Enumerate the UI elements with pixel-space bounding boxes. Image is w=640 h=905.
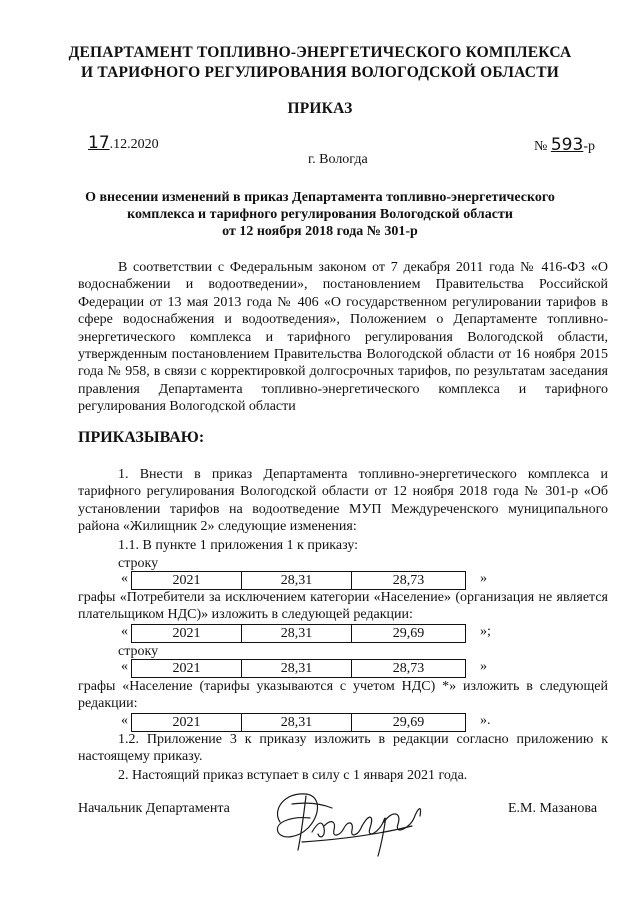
title-line2: комплекса и тарифного регулирования Вологодской области [127, 207, 513, 222]
number-prefix: № [534, 139, 548, 154]
close-quote-period: ». [480, 713, 491, 728]
tariff-row-new-2 [131, 713, 466, 732]
open-quote: « [121, 624, 128, 639]
cell-value-1: 28,31 [242, 625, 352, 643]
cell-year: 2021 [132, 625, 242, 643]
title-line3: от 12 ноября 2018 года № 301-р [222, 224, 418, 239]
open-quote: « [121, 571, 128, 586]
cell-value-2: 28,73 [352, 660, 466, 678]
order-date [88, 135, 159, 153]
stroku-label: строку [118, 556, 159, 571]
order-number [534, 137, 595, 155]
title-line1: О внесении изменений в приказ Департамента топливно-энергетического [85, 190, 555, 205]
item-1-2: 1.2. Приложение 3 к приказу изложить в редакции согласно приложению к настоящему приказу. [78, 732, 608, 765]
signer-name: Е.М. Мазанова [508, 801, 598, 816]
tariff-row-old-1 [131, 571, 466, 590]
close-quote-semicolon: »; [480, 624, 491, 639]
cell-value-1: 28,31 [242, 714, 352, 732]
order-word: ПРИКАЗЫВАЮ: [78, 429, 205, 446]
document-type: ПРИКАЗ [287, 100, 353, 117]
item-1-1: 1.1. В пункте 1 приложения 1 к приказу: [118, 538, 359, 553]
preamble: В соответствии с Федеральным законом от 7 декабря 2011 года № 416-ФЗ «О водоснабжении и водоотведении», постановлением Правительства Российской Федерации от 13 мая 2013 года № 406 «О государственном регулировании тарифов в сфере водоснабжения и водоотведения», Положением о Департаменте топливно-энергетического комплекса и тарифного регулирования Вологодской области, утвержденным постановлением Правительства Вологодской области от 16 ноября 2015 года № 958, в связи с корректировкой долгосрочных тарифов, по результатам заседания правления Департамента топливно-энергетического комплекса и тарифного регулирования Вологодской области [78, 260, 608, 415]
cell-value-2: 29,69 [352, 625, 466, 643]
close-quote: » [480, 571, 487, 586]
cell-value-1: 28,31 [242, 660, 352, 678]
cell-year: 2021 [132, 714, 242, 732]
close-quote: » [480, 659, 487, 674]
cell-year: 2021 [132, 572, 242, 590]
tariff-row-new-1 [131, 624, 466, 643]
signer-title: Начальник Департамента [78, 801, 230, 816]
city: г. Вологда [308, 152, 368, 167]
open-quote: « [121, 713, 128, 728]
number-suffix: -р [583, 139, 595, 154]
text-a: графы «Потребители за исключением категории «Население» (организация не является плательщиком НДС)» изложить в следующей редакции: [78, 590, 608, 623]
handwritten-signature [262, 782, 452, 862]
tariff-row-old-2 [131, 659, 466, 678]
cell-year: 2021 [132, 660, 242, 678]
cell-value-1: 28,31 [242, 572, 352, 590]
open-quote: « [121, 659, 128, 674]
text-c: графы «Население (тарифы указываются с учетом НДС) *» изложить в следующей редакции: [78, 679, 608, 712]
date-rest: .12.2020 [109, 137, 159, 152]
item-1: 1. Внести в приказ Департамента топливно-энергетического комплекса и тарифного регулирования Вологодской области от 12 ноября 2018 года № 301-р «Об установлении тарифов на водоотведение МУП Междуреченского муниципального района «Жилищник 2» следующие изменения: [78, 467, 608, 535]
stroku-label-2: строку [118, 644, 159, 659]
handwritten-number: 593 [550, 135, 584, 155]
handwritten-day: 17 [88, 133, 110, 153]
cell-value-2: 29,69 [352, 714, 466, 732]
item-2: 2. Настоящий приказ вступает в силу с 1 января 2021 года. [118, 768, 468, 783]
cell-value-2: 28,73 [352, 572, 466, 590]
department-name-line1: ДЕПАРТАМЕНТ ТОПЛИВНО-ЭНЕРГЕТИЧЕСКОГО КОМПЛЕКСА [68, 44, 572, 61]
department-name-line2: И ТАРИФНОГО РЕГУЛИРОВАНИЯ ВОЛОГОДСКОЙ ОБЛАСТИ [81, 64, 559, 81]
